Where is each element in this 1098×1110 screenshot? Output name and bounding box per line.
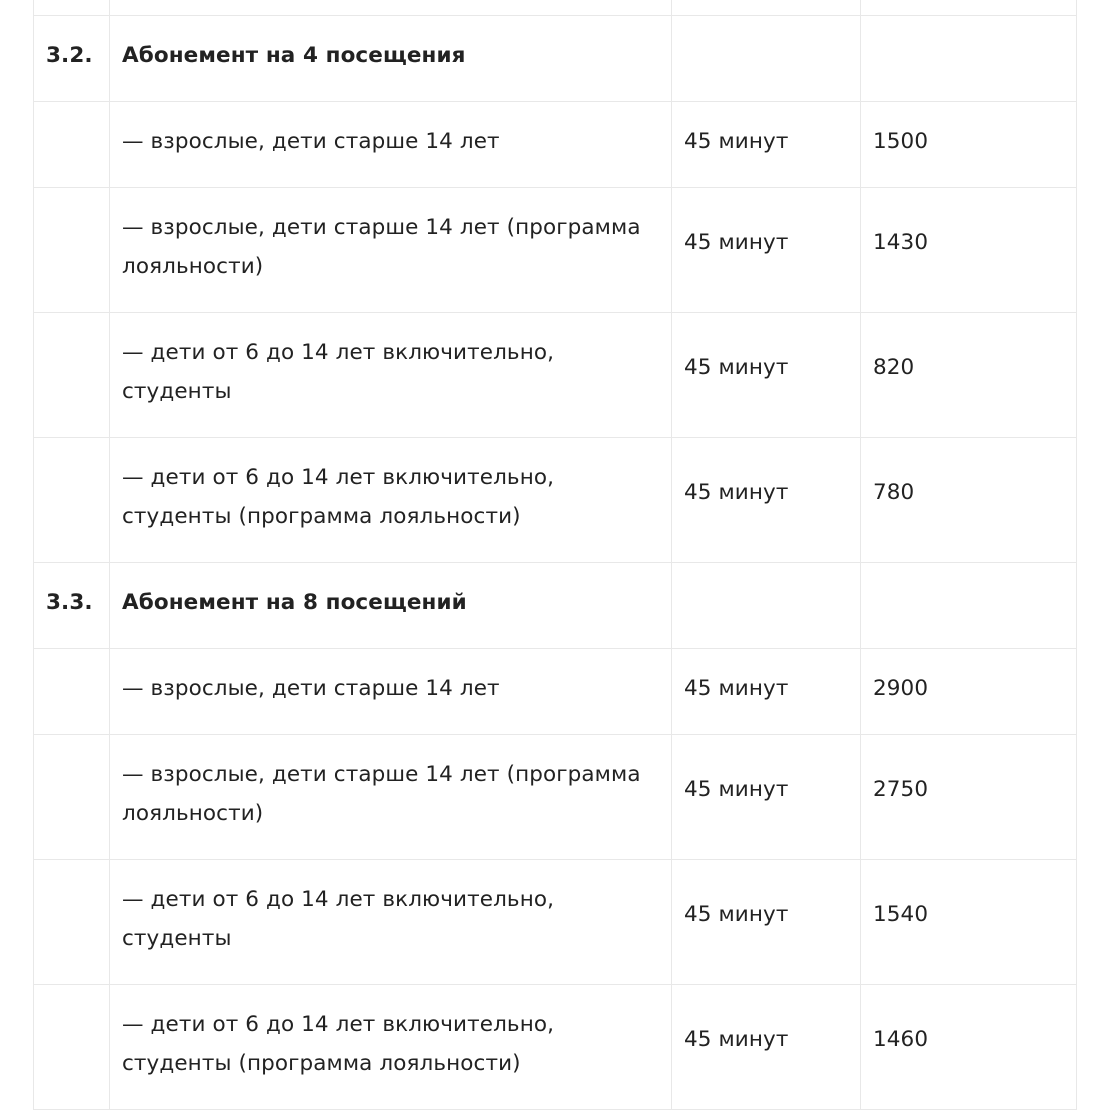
table-cell-empty <box>861 563 1077 649</box>
table-cell-empty <box>110 0 672 16</box>
row-description: — взрослые, дети старше 14 лет (программа лояльности) <box>110 735 672 860</box>
row-description: — дети от 6 до 14 лет включительно, студенты (программа лояльности) <box>110 985 672 1110</box>
row-description: — дети от 6 до 14 лет включительно, студенты <box>110 860 672 985</box>
row-price: 1540 <box>861 860 1077 985</box>
table-row-top-strip <box>34 0 1077 16</box>
section-number: 3.2. <box>34 16 110 102</box>
row-price: 2750 <box>861 735 1077 860</box>
table-cell-empty <box>34 438 110 563</box>
row-duration: 45 минут <box>672 649 861 735</box>
table-cell-empty <box>672 0 861 16</box>
table-cell-empty <box>34 735 110 860</box>
table-cell-empty <box>861 0 1077 16</box>
table-row <box>34 102 1077 188</box>
row-price: 1430 <box>861 188 1077 313</box>
table-cell-empty <box>34 860 110 985</box>
table-row <box>34 985 1077 1110</box>
row-duration: 45 минут <box>672 438 861 563</box>
section-title: Абонемент на 4 посещения <box>110 16 672 102</box>
table-row <box>34 313 1077 438</box>
row-duration: 45 минут <box>672 313 861 438</box>
table-cell-empty <box>34 985 110 1110</box>
section-header-row <box>34 16 1077 102</box>
row-duration: 45 минут <box>672 860 861 985</box>
row-duration: 45 минут <box>672 985 861 1110</box>
row-duration: 45 минут <box>672 735 861 860</box>
section-title: Абонемент на 8 посещений <box>110 563 672 649</box>
table-row <box>34 438 1077 563</box>
row-description: — дети от 6 до 14 лет включительно, студенты <box>110 313 672 438</box>
price-table <box>33 0 1077 1110</box>
row-description: — взрослые, дети старше 14 лет <box>110 649 672 735</box>
section-header-row <box>34 563 1077 649</box>
row-description: — дети от 6 до 14 лет включительно, студенты (программа лояльности) <box>110 438 672 563</box>
table-row <box>34 188 1077 313</box>
table-cell-empty <box>34 0 110 16</box>
table-row <box>34 735 1077 860</box>
table-cell-empty <box>34 102 110 188</box>
table-row <box>34 860 1077 985</box>
table-cell-empty <box>672 563 861 649</box>
row-description: — взрослые, дети старше 14 лет <box>110 102 672 188</box>
section-number: 3.3. <box>34 563 110 649</box>
row-description: — взрослые, дети старше 14 лет (программа лояльности) <box>110 188 672 313</box>
table-cell-empty <box>672 16 861 102</box>
table-row <box>34 649 1077 735</box>
table-cell-empty <box>861 16 1077 102</box>
table-cell-empty <box>34 188 110 313</box>
row-duration: 45 минут <box>672 102 861 188</box>
row-price: 780 <box>861 438 1077 563</box>
row-price: 1500 <box>861 102 1077 188</box>
table-cell-empty <box>34 649 110 735</box>
row-price: 1460 <box>861 985 1077 1110</box>
row-price: 2900 <box>861 649 1077 735</box>
table-cell-empty <box>34 313 110 438</box>
row-duration: 45 минут <box>672 188 861 313</box>
row-price: 820 <box>861 313 1077 438</box>
